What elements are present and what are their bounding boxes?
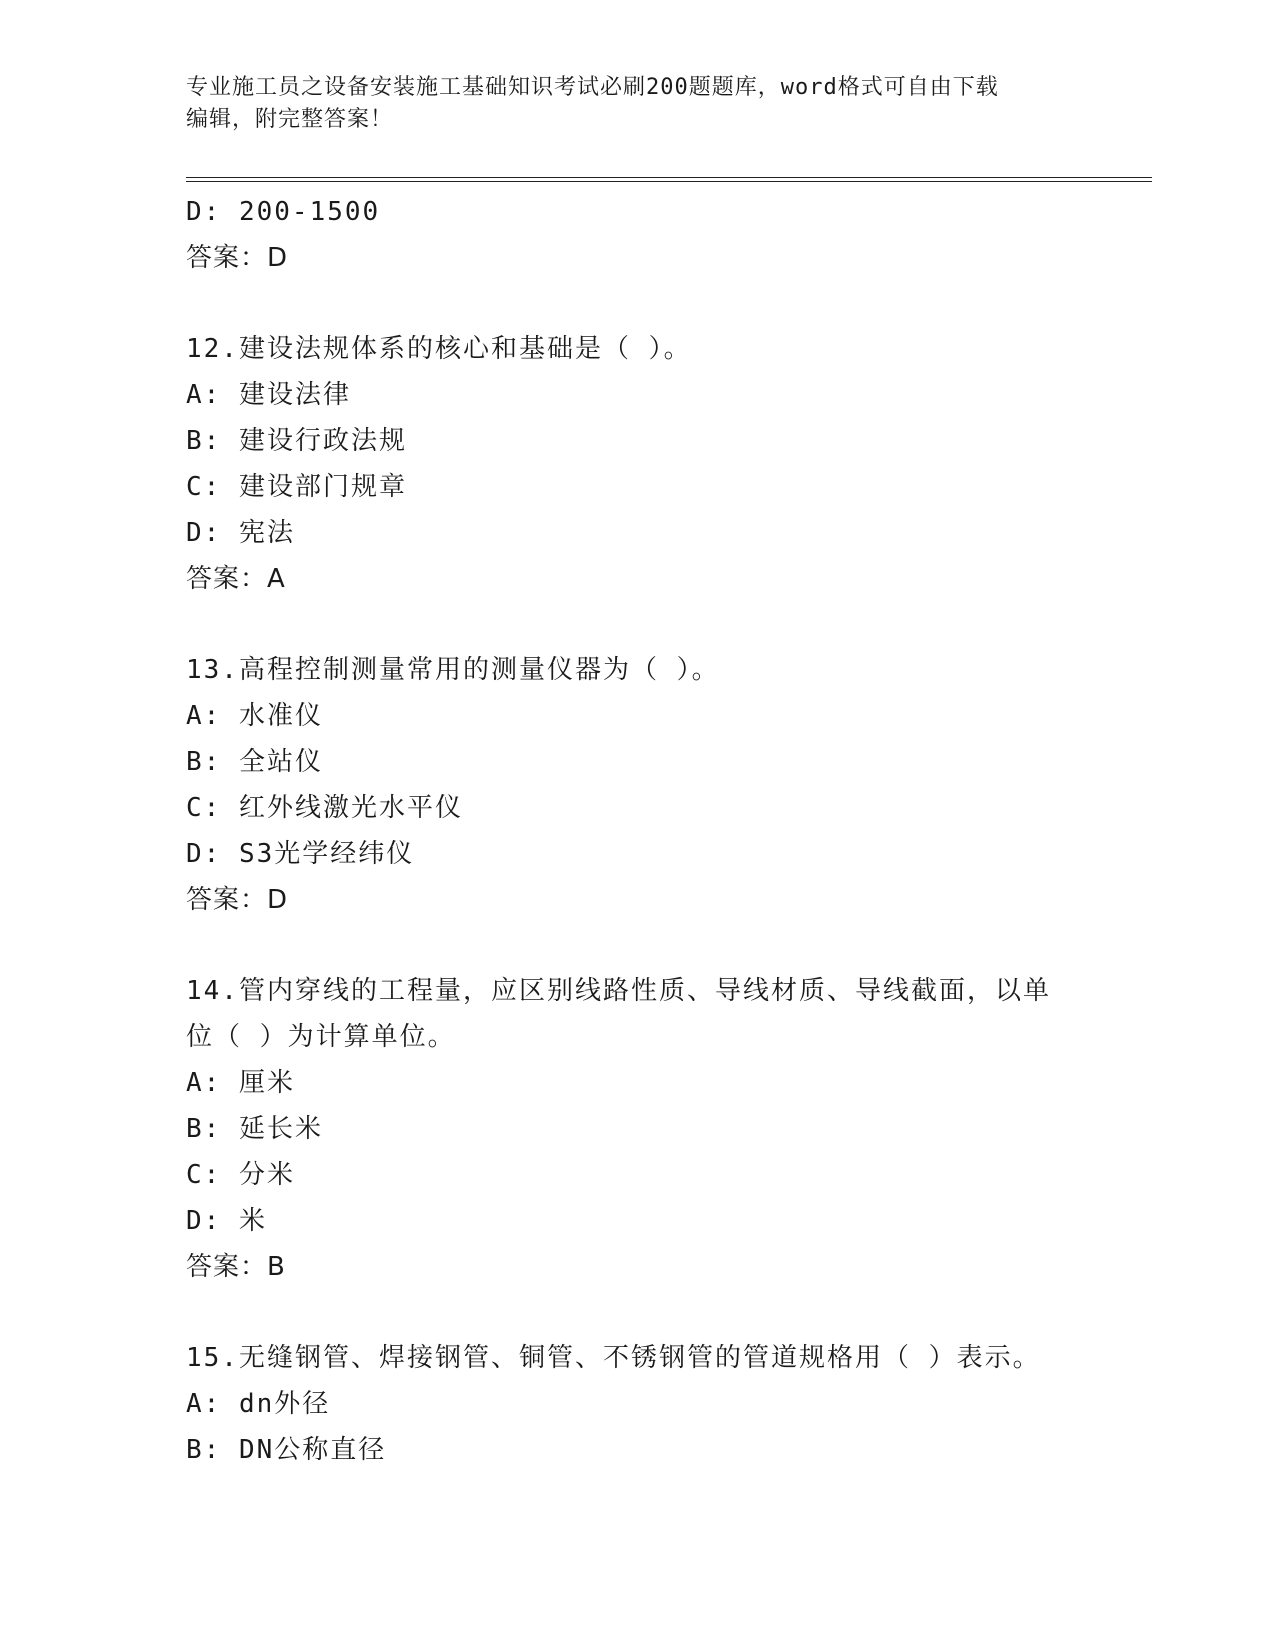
option-c: C: 建设部门规章 bbox=[186, 472, 407, 502]
answer-line: 答案：D bbox=[186, 885, 289, 915]
option-b: B: 全站仪 bbox=[186, 747, 323, 777]
option-a: A: 厘米 bbox=[186, 1068, 295, 1098]
answer-line: 答案：A bbox=[186, 564, 286, 594]
option-d: D: S3光学经纬仪 bbox=[186, 839, 415, 869]
question-stem-line-2: 位（ ）为计算单位。 bbox=[186, 1022, 456, 1052]
option-a: A: 建设法律 bbox=[186, 380, 351, 410]
header-divider-top bbox=[186, 177, 1152, 178]
option-d: D: 200-1500 bbox=[186, 197, 381, 227]
question-12 bbox=[186, 326, 1086, 602]
document-header bbox=[186, 72, 1086, 136]
question-stem: 13.高程控制测量常用的测量仪器为（ ）。 bbox=[186, 655, 720, 685]
header-line-2: 编辑，附完整答案！ bbox=[186, 107, 394, 132]
option-c: C: 分米 bbox=[186, 1160, 295, 1190]
option-d: D: 米 bbox=[186, 1206, 267, 1236]
header-divider-bottom bbox=[186, 181, 1152, 182]
answer-line: 答案：D bbox=[186, 243, 289, 273]
document-body bbox=[186, 189, 1086, 1473]
question-15 bbox=[186, 1335, 1086, 1473]
option-d: D: 宪法 bbox=[186, 518, 295, 548]
option-b: B: 建设行政法规 bbox=[186, 426, 407, 456]
option-a: A: dn外径 bbox=[186, 1389, 331, 1419]
option-a: A: 水准仪 bbox=[186, 701, 323, 731]
option-b: B: DN公称直径 bbox=[186, 1435, 387, 1465]
question-stem: 12.建设法规体系的核心和基础是（ ）。 bbox=[186, 334, 692, 364]
question-14 bbox=[186, 968, 1086, 1290]
question-stem: 15.无缝钢管、焊接钢管、铜管、不锈钢管的管道规格用（ ）表示。 bbox=[186, 1343, 1041, 1373]
header-line-1: 专业施工员之设备安装施工基础知识考试必刷200题题库，word格式可自由下载 bbox=[186, 75, 999, 100]
question-stem-line-1: 14.管内穿线的工程量，应区别线路性质、导线材质、导线截面，以单 bbox=[186, 976, 1051, 1006]
option-c: C: 红外线激光水平仪 bbox=[186, 793, 463, 823]
answer-line: 答案：B bbox=[186, 1252, 286, 1282]
option-b: B: 延长米 bbox=[186, 1114, 323, 1144]
question-13 bbox=[186, 647, 1086, 923]
